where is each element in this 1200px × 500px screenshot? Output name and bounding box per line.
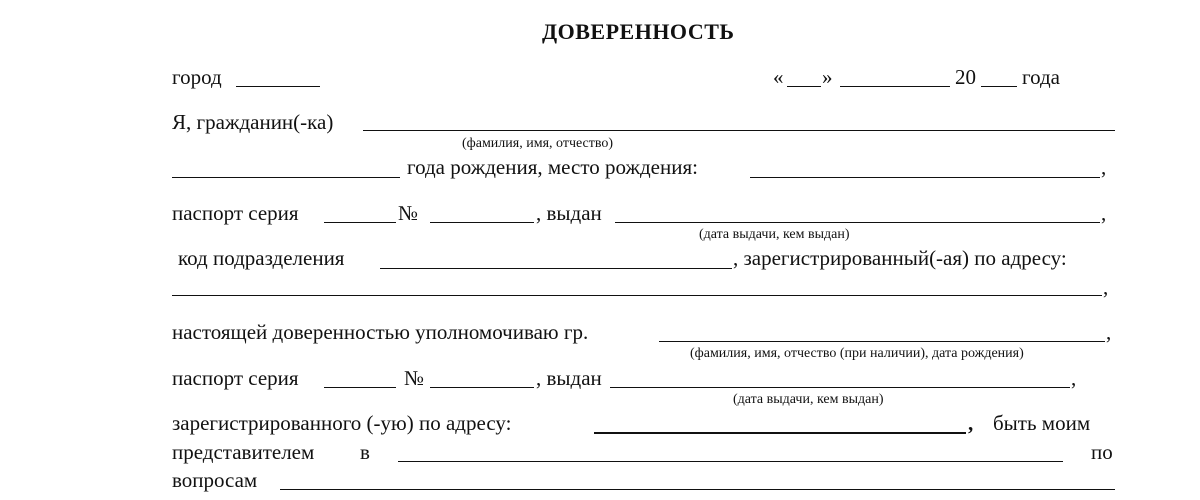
date-day-field[interactable] [787, 86, 821, 87]
address-field[interactable] [172, 295, 1102, 296]
subdivision-code-field[interactable] [380, 268, 732, 269]
passport-number-label: № [398, 201, 419, 225]
date-year-prefix: 20 [955, 65, 976, 89]
address-line-end: , [1103, 275, 1109, 299]
representative-name-caption: (фамилия, имя, отчество (при наличии), дата рождения) [690, 346, 1024, 361]
birth-year-field[interactable] [172, 177, 400, 178]
city-field[interactable] [236, 86, 320, 87]
rep-address-comma: , [968, 411, 974, 435]
subdivision-code-label: код подразделения [178, 246, 345, 270]
passport-series-label: паспорт серия [172, 201, 299, 225]
city-label: город [172, 65, 222, 89]
rep-registered-label: зарегистрированного (-ую) по адресу: [172, 411, 512, 435]
date-year-field[interactable] [981, 86, 1017, 87]
questions-field[interactable] [280, 489, 1115, 490]
rep-address-field[interactable] [594, 432, 966, 434]
preposition-po: по [1091, 440, 1113, 464]
birth-place-field[interactable] [750, 177, 1100, 178]
rep-passport-issued-field[interactable] [610, 387, 1070, 388]
date-year-suffix: года [1022, 65, 1060, 89]
principal-name-caption: (фамилия, имя, отчество) [462, 136, 614, 151]
principal-prefix: Я, гражданин(-ка) [172, 110, 334, 134]
principal-name-field[interactable] [363, 130, 1115, 131]
questions-word: вопросам [172, 468, 258, 492]
passport-issued-caption: (дата выдачи, кем выдан) [699, 227, 850, 242]
authority-field[interactable] [398, 461, 1063, 462]
rep-passport-number-label: № [404, 366, 425, 390]
representative-name-field[interactable] [659, 341, 1105, 342]
representative-line-end: , [1106, 320, 1112, 344]
rep-passport-issued-caption: (дата выдачи, кем выдан) [733, 392, 884, 407]
rep-passport-series-label: паспорт серия [172, 366, 299, 390]
rep-passport-number-field[interactable] [430, 387, 534, 388]
date-quote-close: » [822, 65, 833, 89]
authorize-label: настоящей доверенностью уполномочиваю гр. [172, 320, 589, 344]
birth-label: года рождения, место рождения: [407, 155, 698, 179]
passport-series-field[interactable] [324, 222, 396, 223]
preposition-v: в [360, 440, 370, 464]
representative-word: представителем [172, 440, 315, 464]
registered-label: , зарегистрированный(-ая) по адресу: [733, 246, 1067, 270]
rep-passport-line-end: , [1071, 366, 1077, 390]
rep-line-rest: быть моим [993, 411, 1091, 435]
date-month-field[interactable] [840, 86, 950, 87]
rep-passport-issued-label: , выдан [536, 366, 602, 390]
date-quote-open: « [773, 65, 784, 89]
rep-passport-series-field[interactable] [324, 387, 396, 388]
document-title: ДОВЕРЕННОСТЬ [542, 19, 735, 44]
birth-line-end: , [1101, 155, 1107, 179]
passport-number-field[interactable] [430, 222, 534, 223]
passport-issued-field[interactable] [615, 222, 1100, 223]
passport-issued-label: , выдан [536, 201, 602, 225]
passport-line-end: , [1101, 201, 1107, 225]
